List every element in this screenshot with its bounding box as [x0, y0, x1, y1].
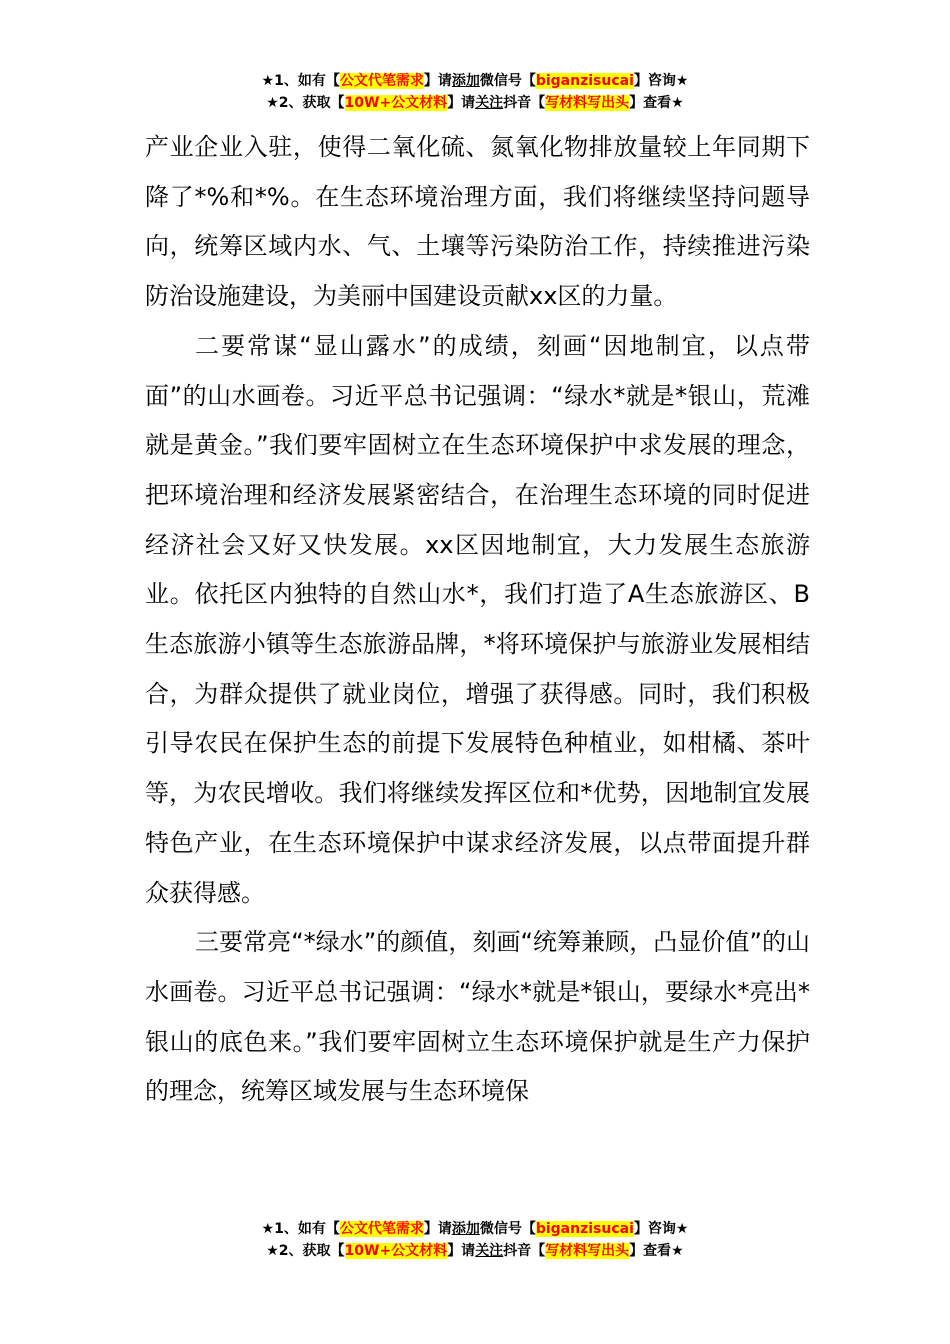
document-body — [145, 123, 810, 1117]
promo-highlight: 10W+公文材料 — [344, 95, 448, 111]
promo-text: 】请 — [447, 95, 476, 111]
promo-emphasis: 关注 — [475, 95, 504, 111]
promo-text: ★1、如有【 — [261, 73, 340, 89]
promo-text: 微信号【 — [479, 73, 536, 89]
promo-wechat-id: biganzisucai — [535, 73, 634, 89]
promo-douyin-id: 写材料写出头 — [545, 1243, 630, 1259]
promo-highlight: 公文代笔需求 — [339, 1221, 424, 1237]
promo-line-1 — [0, 1219, 950, 1241]
promo-highlight: 公文代笔需求 — [339, 73, 424, 89]
promo-text: ★1、如有【 — [261, 1221, 340, 1237]
promo-text: 】咨询★ — [633, 1221, 689, 1237]
promo-text: 】请 — [447, 1243, 476, 1259]
promo-text: 】查看★ — [629, 95, 684, 111]
paragraph-2: 二要常谋“显山露水”的成绩，刻画“因地制宜，以点带面”的山水画卷。习近平总书记强调：“绿水*就是*银山，荒滩就是黄金。”我们要牢固树立在生态环境保护中求发展的理念，把环境治理和经济发展紧密结合，在治理生态环境的同时促进经济社会又好又快发展。xx区因地制宜，大力发展生态旅游业。依托区内独特的自然山水*，我们打造了A生态旅游区、B生态旅游小镇等生态旅游品牌，*将环境保护与旅游业发展相结合，为群众提供了就业岗位，增强了获得感。同时，我们积极引导农民在保护生态的前提下发展特色种植业，如柑橘、茶叶等，为农民增收。我们将继续发挥区位和*优势，因地制宜发展特色产业，在生态环境保护中谋求经济发展，以点带面提升群众获得感。 — [145, 331, 810, 907]
promo-line-2 — [0, 1241, 950, 1263]
promo-emphasis: 添加 — [451, 1221, 480, 1237]
promo-text: 】咨询★ — [633, 73, 689, 89]
paragraph-3: 三要常亮“*绿水”的颜值，刻画“统筹兼顾，凸显价值”的山水画卷。习近平总书记强调：“绿水*就是*银山，要绿水*亮出*银山的底色来。”我们要牢固树立生态环境保护就是生产力保护的理念，统筹区域发展与生态环境保 — [145, 928, 810, 1106]
promo-emphasis: 关注 — [475, 1243, 504, 1259]
promo-text: ★2、获取【 — [266, 95, 345, 111]
promo-highlight: 10W+公文材料 — [344, 1243, 448, 1259]
promo-text: 】请 — [423, 1221, 452, 1237]
promo-line-2 — [0, 93, 950, 115]
promo-text: 】查看★ — [629, 1243, 684, 1259]
promo-wechat-id: biganzisucai — [535, 1221, 634, 1237]
promo-line-1 — [0, 71, 950, 93]
promo-text: ★2、获取【 — [266, 1243, 345, 1259]
promo-text: 微信号【 — [479, 1221, 536, 1237]
promo-douyin-id: 写材料写出头 — [545, 95, 630, 111]
promo-text: 抖音【 — [503, 1243, 546, 1259]
promo-emphasis: 添加 — [451, 73, 480, 89]
promo-text: 】请 — [423, 73, 452, 89]
footer-promo-banner — [0, 1219, 950, 1263]
paragraph-1: 产业企业入驻，使得二氧化硫、氮氧化物排放量较上年同期下降了*%和*%。在生态环境治理方面，我们将继续坚持问题导向，统筹区域内水、气、土壤等污染防治工作，持续推进污染防治设施建设，为美丽中国建设贡献xx区的力量。 — [145, 133, 810, 311]
header-promo-banner — [0, 71, 950, 115]
promo-text: 抖音【 — [503, 95, 546, 111]
